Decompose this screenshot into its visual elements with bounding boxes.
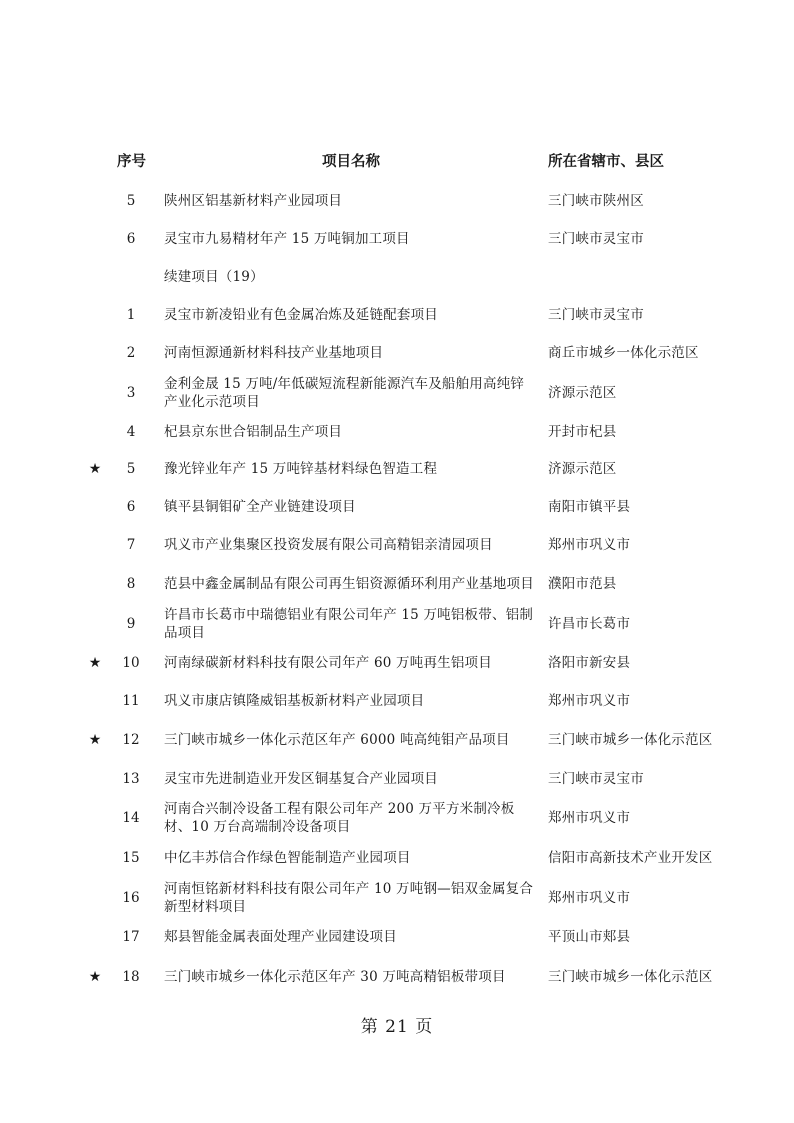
row-project-name: 灵宝市新凌铅业有色金属冶炼及延链配套项目 bbox=[164, 307, 438, 323]
row-location: 濮阳市范县 bbox=[548, 576, 617, 592]
row-project-name: 巩义市康店镇隆威铝基板新材料产业园项目 bbox=[164, 693, 425, 709]
row-location: 信阳市高新技术产业开发区 bbox=[548, 850, 713, 866]
row-project-name: 灵宝市九易精材年产 15 万吨铜加工项目 bbox=[164, 231, 410, 247]
priority-star-icon bbox=[86, 526, 104, 564]
priority-star-icon: ★ bbox=[88, 461, 102, 477]
priority-star-icon bbox=[86, 334, 104, 372]
row-location: 郑州市巩义市 bbox=[548, 810, 631, 826]
row-serial-number: 5 bbox=[126, 461, 136, 477]
priority-star-icon bbox=[86, 296, 104, 334]
row-serial-number: 5 bbox=[126, 193, 136, 209]
project-table bbox=[0, 182, 794, 998]
priority-star-icon: ★ bbox=[88, 732, 102, 748]
row-serial-number: 1 bbox=[126, 307, 136, 323]
priority-star-icon bbox=[86, 564, 104, 604]
row-serial-number: 14 bbox=[122, 810, 140, 826]
row-location: 郑州市巩义市 bbox=[548, 693, 631, 709]
row-location: 开封市杞县 bbox=[548, 424, 617, 440]
table-row bbox=[0, 838, 794, 878]
row-serial-number bbox=[112, 258, 150, 296]
row-project-name: 中亿丰苏信合作绿色智能制造产业园项目 bbox=[164, 850, 411, 866]
priority-star-icon bbox=[86, 760, 104, 798]
page-number: 第 21 页 bbox=[360, 1017, 434, 1037]
row-serial-number: 15 bbox=[122, 850, 140, 866]
priority-star-icon bbox=[86, 604, 104, 644]
table-row bbox=[0, 682, 794, 720]
row-project-name: 范县中鑫金属制品有限公司再生铝资源循环利用产业基地项目 bbox=[164, 576, 534, 592]
table-row bbox=[0, 488, 794, 526]
row-project-name: 河南绿碳新材料科技有限公司年产 60 万吨再生铝项目 bbox=[164, 655, 492, 671]
row-project-name: 河南合兴制冷设备工程有限公司年产 200 万平方米制冷板材、10 万台高端制冷设备项目 bbox=[164, 801, 515, 835]
row-project-name: 金利金晟 15 万吨/年低碳短流程新能源汽车及船舶用高纯锌产业化示范项目 bbox=[164, 376, 525, 410]
row-location: 济源示范区 bbox=[548, 461, 617, 477]
table-row bbox=[0, 526, 794, 564]
row-serial-number: 18 bbox=[122, 969, 140, 985]
table-row bbox=[0, 334, 794, 372]
priority-star-icon bbox=[86, 372, 104, 414]
table-row bbox=[0, 644, 794, 682]
table-row bbox=[0, 956, 794, 998]
priority-star-icon bbox=[86, 918, 104, 956]
table-header bbox=[0, 146, 794, 174]
table-row bbox=[0, 450, 794, 488]
row-project-name: 陕州区铝基新材料产业园项目 bbox=[164, 193, 343, 209]
priority-star-icon bbox=[86, 798, 104, 838]
priority-star-icon bbox=[86, 258, 104, 296]
row-project-name: 河南恒铭新材料科技有限公司年产 10 万吨钢—铝双金属复合新型材料项目 bbox=[164, 881, 534, 915]
row-location: 许昌市长葛市 bbox=[548, 616, 631, 632]
row-location: 商丘市城乡一体化示范区 bbox=[548, 345, 699, 361]
row-project-name: 镇平县铜钼矿全产业链建设项目 bbox=[164, 499, 356, 515]
table-row bbox=[0, 296, 794, 334]
table-row bbox=[0, 564, 794, 604]
row-serial-number: 13 bbox=[122, 771, 140, 787]
table-row bbox=[0, 220, 794, 258]
row-location: 洛阳市新安县 bbox=[548, 655, 631, 671]
row-serial-number: 9 bbox=[126, 616, 136, 632]
row-project-name: 三门峡市城乡一体化示范区年产 6000 吨高纯钼产品项目 bbox=[164, 732, 510, 748]
row-location: 平顶山市郏县 bbox=[548, 929, 631, 945]
table-row bbox=[0, 760, 794, 798]
row-location bbox=[548, 258, 714, 296]
table-row bbox=[0, 372, 794, 414]
row-location: 三门峡市城乡一体化示范区 bbox=[548, 969, 713, 985]
priority-star-icon bbox=[86, 682, 104, 720]
row-location: 三门峡市灵宝市 bbox=[548, 771, 644, 787]
row-project-name: 续建项目（19） bbox=[164, 269, 264, 285]
row-location: 三门峡市灵宝市 bbox=[548, 231, 644, 247]
row-serial-number: 7 bbox=[126, 537, 136, 553]
row-project-name: 巩义市产业集聚区投资发展有限公司高精铝亲清园项目 bbox=[164, 537, 493, 553]
priority-star-icon bbox=[86, 414, 104, 450]
table-row bbox=[0, 414, 794, 450]
row-serial-number: 6 bbox=[126, 231, 136, 247]
table-row bbox=[0, 918, 794, 956]
header-serial-number: 序号 bbox=[117, 154, 146, 170]
row-serial-number: 11 bbox=[122, 693, 140, 709]
header-location: 所在省辖市、县区 bbox=[548, 154, 664, 170]
row-serial-number: 17 bbox=[122, 929, 140, 945]
row-project-name: 许昌市长葛市中瑞德铝业有限公司年产 15 万吨铝板带、铝制品项目 bbox=[164, 607, 534, 641]
row-project-name: 豫光锌业年产 15 万吨锌基材料绿色智造工程 bbox=[164, 461, 438, 477]
row-serial-number: 12 bbox=[122, 732, 140, 748]
priority-star-icon: ★ bbox=[88, 655, 102, 671]
row-location: 南阳市镇平县 bbox=[548, 499, 631, 515]
row-serial-number: 3 bbox=[126, 385, 136, 401]
table-row bbox=[0, 798, 794, 838]
row-project-name: 三门峡市城乡一体化示范区年产 30 万吨高精铝板带项目 bbox=[164, 969, 506, 985]
row-serial-number: 6 bbox=[126, 499, 136, 515]
row-location: 三门峡市城乡一体化示范区 bbox=[548, 732, 713, 748]
priority-star-icon bbox=[86, 878, 104, 918]
row-serial-number: 8 bbox=[126, 576, 136, 592]
priority-star-icon bbox=[86, 220, 104, 258]
priority-star-icon bbox=[86, 838, 104, 878]
row-location: 郑州市巩义市 bbox=[548, 890, 631, 906]
row-location: 济源示范区 bbox=[548, 385, 617, 401]
row-serial-number: 2 bbox=[126, 345, 136, 361]
row-serial-number: 4 bbox=[126, 424, 136, 440]
table-row bbox=[0, 604, 794, 644]
row-project-name: 郏县智能金属表面处理产业园建设项目 bbox=[164, 929, 397, 945]
row-project-name: 灵宝市先进制造业开发区铜基复合产业园项目 bbox=[164, 771, 438, 787]
table-row bbox=[0, 258, 794, 296]
table-row bbox=[0, 182, 794, 220]
table-row bbox=[0, 720, 794, 760]
priority-star-icon bbox=[86, 182, 104, 220]
row-serial-number: 10 bbox=[122, 655, 140, 671]
row-project-name: 杞县京东世合铝制品生产项目 bbox=[164, 424, 343, 440]
row-location: 三门峡市陕州区 bbox=[548, 193, 644, 209]
row-location: 郑州市巩义市 bbox=[548, 537, 631, 553]
priority-star-icon bbox=[86, 488, 104, 526]
priority-star-icon: ★ bbox=[88, 969, 102, 985]
table-row bbox=[0, 878, 794, 918]
row-serial-number: 16 bbox=[122, 890, 140, 906]
row-project-name: 河南恒源通新材料科技产业基地项目 bbox=[164, 345, 384, 361]
header-project-name: 项目名称 bbox=[322, 154, 380, 170]
row-location: 三门峡市灵宝市 bbox=[548, 307, 644, 323]
